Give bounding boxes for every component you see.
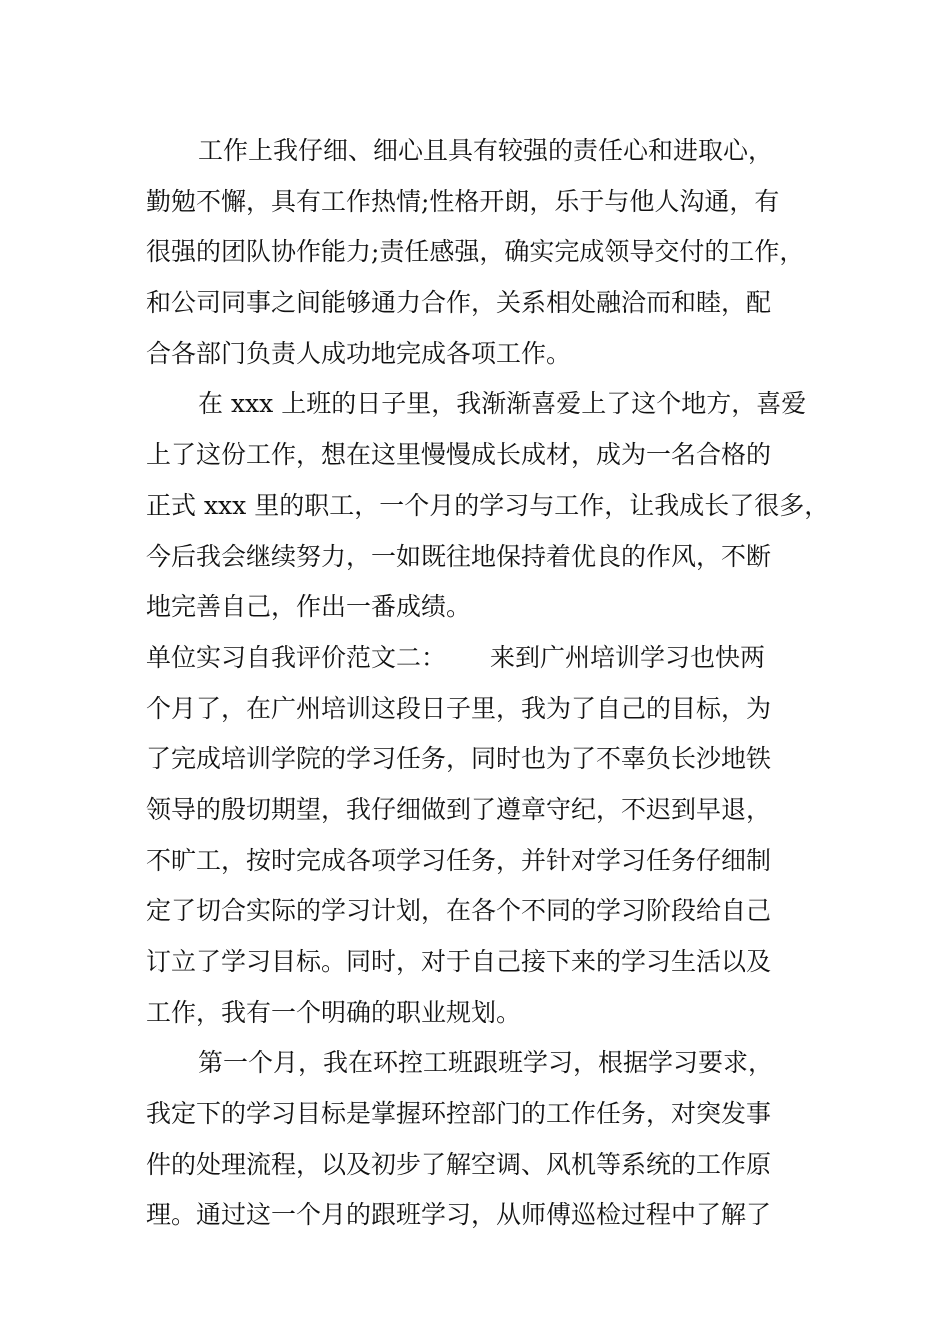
section-heading-line: [146, 633, 836, 684]
paragraph-line: 工作，我有一个明确的职业规划。: [146, 997, 522, 1027]
paragraph-4: [146, 1038, 836, 1241]
paragraph-line: 正式 xxx 里的职工，一个月的学习与工作，让我成长了很多，: [146, 490, 830, 520]
paragraph-line: 领导的殷切期望，我仔细做到了遵章守纪，不迟到早退，: [146, 794, 772, 824]
paragraph-3: [146, 633, 836, 1039]
paragraph-line: 勤勉不懈，具有工作热情;性格开朗，乐于与他人沟通，有: [146, 186, 780, 216]
paragraph-line: 在 xxx 上班的日子里，我渐渐喜爱上了这个地方，喜爱: [198, 389, 807, 419]
paragraph-line: 件的处理流程，以及初步了解空调、风机等系统的工作原: [146, 1149, 772, 1179]
paragraph-line: 今后我会继续努力，一如既往地保持着优良的作风，不断: [146, 541, 772, 571]
document-body: [146, 126, 836, 1241]
paragraph-line: 第一个月，我在环控工班跟班学习，根据学习要求，: [198, 1048, 774, 1078]
paragraph-line: 我定下的学习目标是掌握环控部门的工作任务，对突发事: [146, 1099, 772, 1129]
paragraph-1: [146, 126, 836, 379]
paragraph-line: 工作上我仔细、细心且具有较强的责任心和进取心，: [198, 136, 774, 165]
paragraph-line: 不旷工，按时完成各项学习任务，并针对学习任务仔细制: [146, 845, 772, 875]
paragraph-line: 和公司同事之间能够通力合作，关系相处融洽而和睦，配: [146, 288, 772, 318]
paragraph-line: 个月了，在广州培训这段日子里，我为了自己的目标，为: [146, 693, 772, 723]
paragraph-line: 很强的团队协作能力;责任感强，确实完成领导交付的工作，: [146, 237, 805, 267]
paragraph-line: 上了这份工作，想在这里慢慢成长成材，成为一名合格的: [146, 440, 772, 470]
paragraph-2: [146, 379, 836, 632]
paragraph-line: 定了切合实际的学习计划，在各个不同的学习阶段给自己: [146, 896, 772, 926]
paragraph-line: 了完成培训学院的学习任务，同时也为了不辜负长沙地铁: [146, 744, 772, 774]
paragraph-line: 合各部门负责人成功地完成各项工作。: [146, 338, 572, 368]
paragraph-line: 订立了学习目标。同时，对于自己接下来的学习生活以及: [146, 947, 772, 976]
paragraph-line: 地完善自己，作出一番成绩。: [146, 592, 472, 622]
section-heading: 单位实习自我评价范文二：: [146, 642, 447, 672]
paragraph-line: 理。通过这一个月的跟班学习，从师傅巡检过程中了解了: [146, 1200, 772, 1230]
heading-line-text: 来到广州培训学习也快两: [490, 642, 766, 672]
